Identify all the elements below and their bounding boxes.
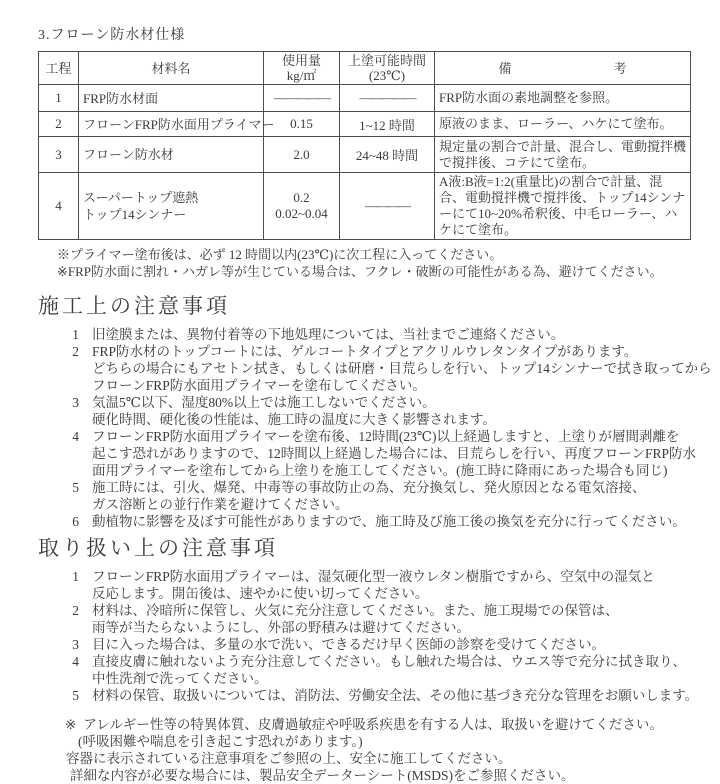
list-item — [38, 636, 692, 653]
item-number: 2 — [72, 344, 79, 359]
recoat-cell: 1~12 時間 — [340, 112, 435, 137]
item-line: ガス溶断との並行作業を避けてください。 — [92, 497, 349, 512]
remarks-header-left-char: 備 — [498, 60, 512, 76]
item-line: どちらの場合にもアセトン拭き、もしくは研磨・目荒らしを行い、トップ14シンナーで拭き取ってから — [92, 361, 712, 376]
material-line: フローン防水材 — [83, 147, 174, 162]
table-note: ※FRP防水面に割れ・ハガレ等が生じている場合は、フクレ・破断の可能性がある為、避けてください。 — [57, 264, 663, 279]
usage-cell — [264, 173, 340, 240]
col-header-remarks — [435, 52, 691, 85]
col-header-material-label: 材料名 — [151, 60, 191, 76]
item-text — [92, 428, 696, 479]
material-line: FRP防水材面 — [83, 90, 159, 106]
item-line: 面用プライマーを塗布してから上塗りを施工してください。(施工時に降雨にあった場合も同じ) — [92, 463, 668, 478]
list-item — [38, 326, 692, 343]
process-cell: 3 — [39, 137, 79, 173]
item-line: 動植物に影響を及ぼす可能性がありますので、施工時及び施工後の換気を充分に行ってください。 — [92, 514, 686, 529]
material-cell — [79, 137, 264, 173]
item-line: フローンFRP防水面用プライマーは、湿気硬化型一液ウレタン樹脂ですから、空気中の湿気と — [92, 569, 655, 584]
usage-cell — [264, 137, 340, 173]
col-header-recoat-line2: (23℃) — [368, 68, 406, 83]
footnote-line: (呼吸困難や喘息を引き起こす恐れがあります。) — [78, 734, 363, 749]
item-line: 材料は、冷暗所に保管し、火気に充分注意してください。また、施工現場での保管は、 — [92, 603, 619, 618]
usage-line: 0.02~0.04 — [275, 206, 328, 221]
table-notes — [57, 246, 692, 280]
construction-items — [38, 326, 712, 530]
footnote-line: 詳細な内容が必要な場合には、製品安全データーシート(MSDS)をご参照ください。 — [70, 768, 575, 783]
usage-cell — [264, 85, 340, 112]
material-line: トップ14シンナー — [83, 207, 187, 222]
usage-line: ――――― — [274, 90, 329, 105]
table-row — [39, 137, 691, 173]
process-cell: 2 — [39, 112, 79, 137]
col-header-material — [79, 52, 264, 85]
process-cell: 4 — [39, 173, 79, 240]
item-text — [92, 394, 496, 428]
col-header-recoat — [340, 52, 435, 85]
col-header-usage-line2: kg/㎡ — [286, 68, 317, 83]
usage-cell — [264, 112, 340, 137]
spec-table — [38, 51, 691, 240]
table-row — [39, 173, 691, 240]
item-line: 旧塗膜または、異物付着等の下地処理については、当社までご連絡ください。 — [92, 327, 565, 342]
material-cell — [79, 173, 264, 240]
item-text — [92, 568, 655, 602]
material-line: フローンFRP防水面用プライマー — [83, 116, 275, 132]
item-line: 雨等が当たらないようにし、外部の野積みは避けてください。 — [92, 620, 470, 635]
material-cell — [79, 85, 264, 112]
item-line: 中性洗剤で洗ってください。 — [92, 671, 268, 686]
item-line: 気温5℃以下、湿度80%以上では施工しないでください。 — [92, 395, 436, 410]
list-item — [38, 653, 692, 687]
usage-line: 2.0 — [293, 146, 310, 162]
remarks-header-right-char: 考 — [613, 60, 627, 76]
col-header-recoat-line1: 上塗可能時間 — [347, 53, 426, 68]
list-item — [38, 343, 712, 394]
item-text — [92, 687, 698, 704]
recoat-cell: ―――― — [340, 173, 435, 240]
item-line: FRP防水材のトップコートには、ゲルコートタイプとアクリルウレタンタイプがあります。 — [92, 344, 638, 359]
remarks-cell: A液:B液=1:2(重量比)の割合で計量、混合、電動撹拌機で撹拌後、トップ14シンナーにて10~20%希釈後、中毛ローラー、ハケにて塗布。 — [435, 173, 691, 240]
material-cell — [79, 112, 275, 137]
footnote-line: 容器に表示されている注意事項をご参照の上、安全に施工してください。 — [66, 751, 512, 766]
item-line: 硬化時間、硬化後の性能は、施工時の温度に大きく影響されます。 — [92, 412, 496, 427]
header-row — [39, 52, 691, 85]
item-line: 反応します。開缶後は、速やかに使い切ってください。 — [92, 586, 429, 601]
footnote-marker: ※ — [65, 717, 77, 732]
list-item — [38, 479, 692, 513]
item-line: フローンFRP防水面用プライマーを塗布してください。 — [92, 378, 426, 393]
item-text — [92, 326, 564, 343]
item-number: 4 — [72, 654, 79, 669]
col-header-usage-line1: 使用量 — [281, 53, 321, 68]
footnote-line — [65, 716, 692, 733]
spec-table-header — [39, 52, 691, 85]
remarks-cell: FRP防水面の素地調整を参照。 — [435, 85, 691, 112]
item-number: 3 — [72, 637, 79, 652]
item-line: フローンFRP防水面用プライマーを塗布後、12時間(23℃)以上経過しますと、上塗りが層間剥離を — [92, 429, 680, 444]
list-item — [38, 568, 692, 602]
item-text — [92, 513, 686, 530]
item-number: 6 — [72, 514, 79, 529]
construction-heading: 施工上の注意事項 — [38, 294, 230, 318]
item-number: 4 — [72, 429, 79, 444]
item-number: 3 — [72, 395, 79, 410]
item-line: 目に入った場合は、多量の水で洗い、できるだけ早く医師の診察を受けてください。 — [92, 637, 605, 652]
item-text — [92, 479, 646, 513]
item-number: 1 — [72, 327, 79, 342]
list-item — [38, 687, 699, 704]
col-header-usage — [264, 52, 340, 85]
list-item — [38, 394, 692, 428]
item-line: 施工時には、引火、爆発、中毒等の事故防止の為、充分換気し、発火原因となる電気溶接、 — [92, 480, 646, 495]
item-line: 直接皮膚に触れないよう充分注意してください。もし触れた場合は、ウエス等で充分に拭き取り、 — [92, 654, 686, 669]
table-note: ※プライマー塗布後は、必ず 12 時間以内(23℃)に次工程に入ってください。 — [57, 247, 503, 262]
footnote-text: アレルギー性等の特異体質、皮膚過敏症や呼吸系疾患を有する人は、取扱いを避けてください。 — [83, 717, 663, 732]
col-header-remarks-label — [439, 61, 686, 76]
list-item — [38, 602, 692, 636]
table-row — [39, 112, 691, 137]
usage-line: 0.2 — [293, 190, 310, 205]
spec-table-body — [39, 85, 691, 240]
remarks-cell: 原液のまま、ローラー、ハケにて塗布。 — [435, 112, 691, 137]
item-number: 5 — [72, 480, 79, 495]
handling-heading: 取り扱い上の注意事項 — [38, 536, 278, 560]
item-text — [92, 602, 619, 636]
item-text — [92, 343, 712, 394]
col-header-process-label: 工程 — [45, 60, 72, 76]
recoat-cell: ――――― — [340, 85, 435, 112]
item-line: 材料の保管、取扱いについては、消防法、労働安全法、その他に基づき充分な管理をお願いします。 — [92, 688, 699, 703]
item-text — [92, 653, 686, 687]
table-row — [39, 85, 691, 112]
list-item — [38, 428, 696, 479]
item-number: 2 — [72, 603, 79, 618]
remarks-cell: 規定量の割合で計量、混合し、電動撹拌機で撹拌後、コテにて塗布。 — [435, 137, 691, 173]
page-title: 3.フローン防水材仕様 — [38, 28, 186, 43]
col-header-process — [39, 52, 79, 85]
material-line: スーパートップ遮熱 — [83, 190, 199, 205]
handling-items — [38, 568, 699, 704]
process-cell: 1 — [39, 85, 79, 112]
usage-line: 0.15 — [290, 116, 313, 131]
item-number: 1 — [72, 569, 79, 584]
item-number: 5 — [72, 688, 79, 703]
item-text — [92, 636, 605, 653]
list-item — [38, 513, 692, 530]
footnote — [38, 716, 692, 784]
item-line: 起こす恐れがありますので、12時間以上経過した場合には、目荒らしを行い、再度フローンFRP防水 — [92, 446, 696, 461]
recoat-cell: 24~48 時間 — [340, 137, 435, 173]
